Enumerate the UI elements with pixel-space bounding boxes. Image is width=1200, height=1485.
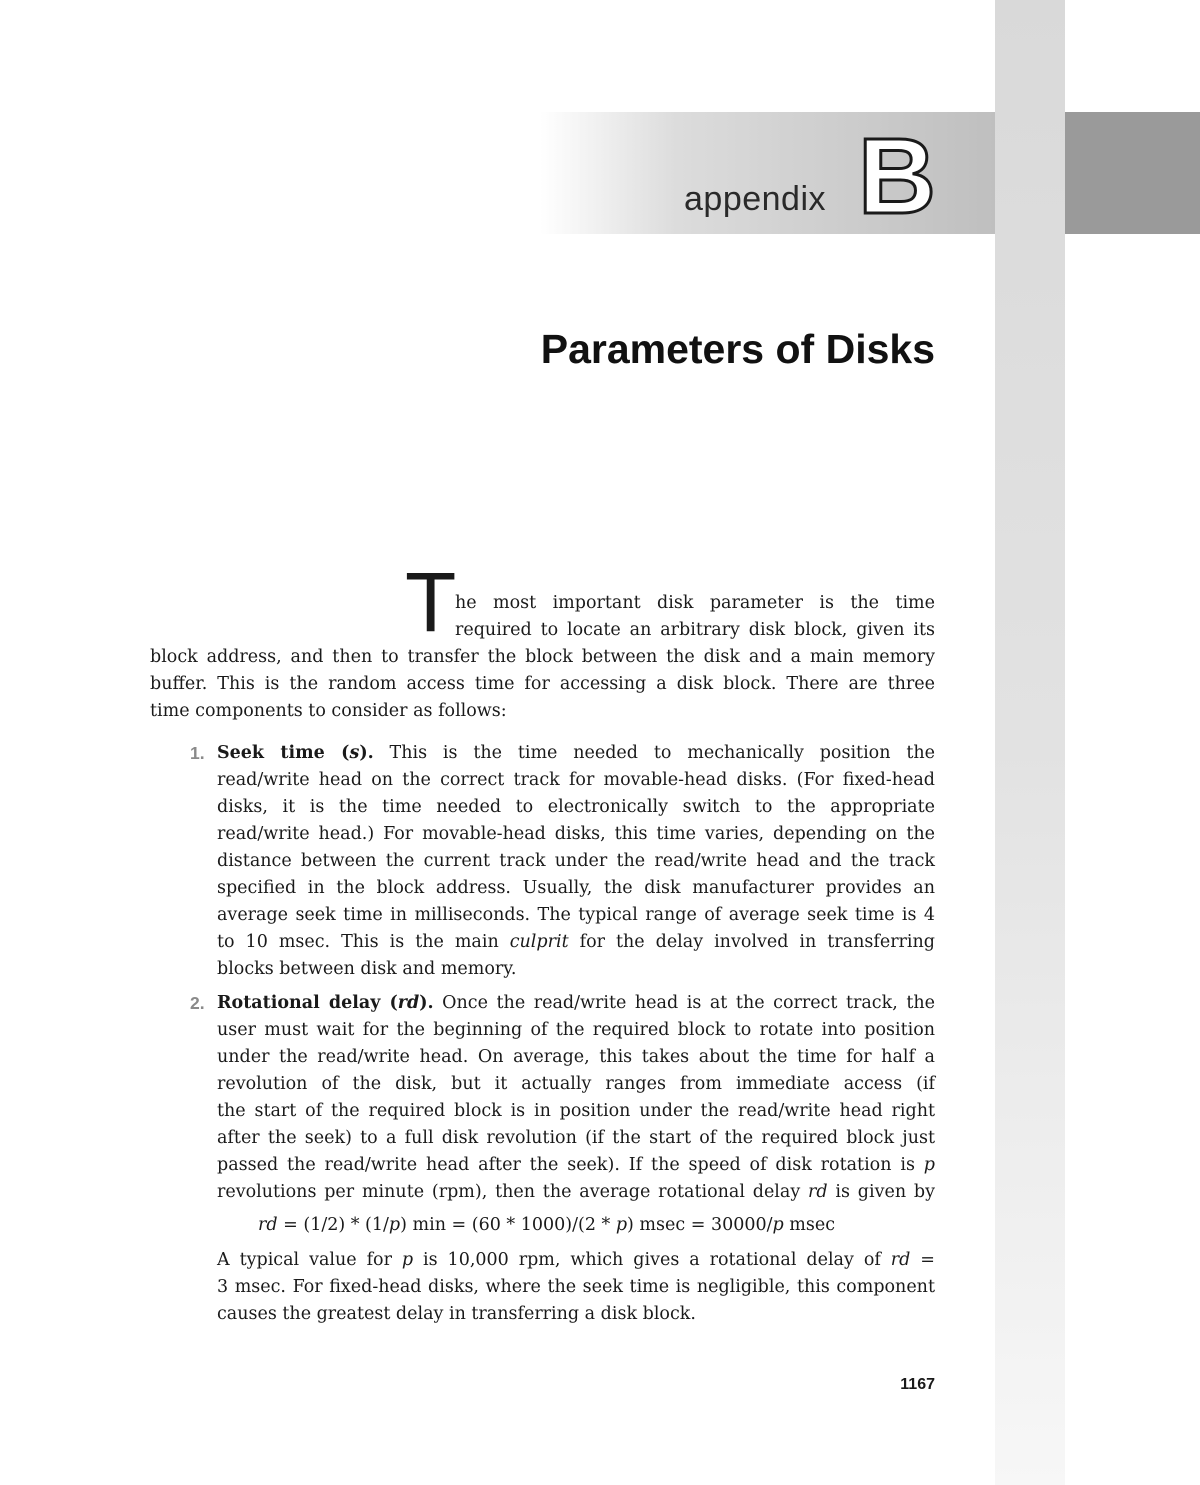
formula-part-1: = (1/2) * (1/ [277,1215,389,1235]
item-2-speed-var: p [923,1155,935,1175]
intro-line-1: he most important disk parameter is the time [455,593,935,613]
item-2-line-8 [217,1179,935,1206]
after-formula-start: A typical value for [217,1250,402,1270]
item-2-line-3: under the read/write head. On average, this takes about the time for half a [217,1047,935,1067]
drop-cap: T [405,555,457,649]
item-2-line-7 [217,1152,935,1179]
item-2-term-end: ). [419,993,434,1013]
item-1-line-6: specified in the block address. Usually, the disk manufacturer provides an [217,878,935,898]
item-2-line-6: after the seek) to a full disk revolution (if the start of the required block just [217,1128,935,1148]
item-2-rpm-start: revolutions per minute (rpm), then the average rotational delay [217,1182,809,1202]
item-1-culprit-word: culprit [509,932,569,952]
item-1-culprit-start: to 10 msec. This is the main [217,932,510,952]
after-formula-line-3: causes the greatest delay in transferring a disk block. [217,1304,696,1324]
item-1-term-var: s [349,743,360,763]
after-formula-var: p [401,1250,414,1270]
item-1-term: Seek time ( [217,743,350,763]
formula-p-1: p [388,1215,401,1235]
list-number-1: 1. [190,743,205,763]
intro-line-2: required to locate an arbitrary disk block, given its [455,620,935,640]
item-2-rpm-var: rd [808,1182,828,1202]
item-2-line-4: revolution of the disk, but it actually ranges from immediate access (if [217,1074,935,1094]
item-1-line-4: read/write head.) For movable-head disks, this time varies, depending on the [217,824,935,844]
after-formula-var-2: rd [890,1250,911,1270]
item-1-line-5: distance between the current track under the read/write head and the track [217,851,935,871]
rotational-delay-formula [258,1212,835,1239]
page-title: Parameters of Disks [540,326,935,372]
intro-line-4: buffer. This is the random access time for accessing a disk block. There are three [150,674,935,694]
item-2-term-var: rd [397,993,420,1013]
item-2-first-line-rest: Once the read/write head is at the correct track, the [433,993,935,1013]
intro-line-5: time components to consider as follows: [150,701,507,721]
item-1-line-8 [217,929,935,956]
formula-part-3: ) msec = 30000/ [627,1215,773,1235]
item-1-line-1 [217,740,935,767]
item-2-rpm-end: is given by [827,1182,935,1202]
after-formula-mid: is 10,000 rpm, which gives a rotational delay of [413,1250,891,1270]
appendix-letter: B [858,115,936,236]
after-formula-line-1 [217,1247,935,1274]
item-1-culprit-end: for the delay involved in transferring [568,932,935,952]
item-2-term: Rotational delay ( [217,993,398,1013]
appendix-label: appendix [684,180,827,218]
after-formula-end: = [910,1250,935,1270]
item-1-term-end: ). [359,743,374,763]
formula-part-2: ) min = (60 * 1000)/(2 * [400,1215,616,1235]
item-1-line-7: average seek time in milliseconds. The typical range of average seek time is 4 [217,905,935,925]
item-1-first-line-rest: This is the time needed to mechanically position the [373,743,935,763]
after-formula-line-2: 3 msec. For fixed-head disks, where the seek time is negligible, this component [217,1277,935,1297]
item-1-line-9: blocks between disk and memory. [217,959,517,979]
formula-lhs: rd [258,1215,278,1235]
item-2-line-5: the start of the required block is in position under the read/write head right [217,1101,935,1121]
intro-line-3: block address, and then to transfer the block between the disk and a main memory [150,647,935,667]
side-strip [995,0,1065,1485]
formula-p-2: p [615,1215,628,1235]
item-2-line-1 [217,990,935,1017]
item-2-speed-start: passed the read/write head after the seek). If the speed of disk rotation is [217,1155,924,1175]
item-1-line-3: disks, it is the time needed to electronically switch to the appropriate [217,797,935,817]
item-1-line-2: read/write head on the correct track for movable-head disks. (For fixed-head [217,770,935,790]
item-2-line-2: user must wait for the beginning of the required block to rotate into position [217,1020,935,1040]
formula-p-3: p [772,1215,784,1235]
list-number-2: 2. [190,993,205,1013]
formula-part-4: msec [783,1215,836,1235]
page-number: 1167 [900,1376,935,1393]
header-band-tab [1065,112,1200,234]
